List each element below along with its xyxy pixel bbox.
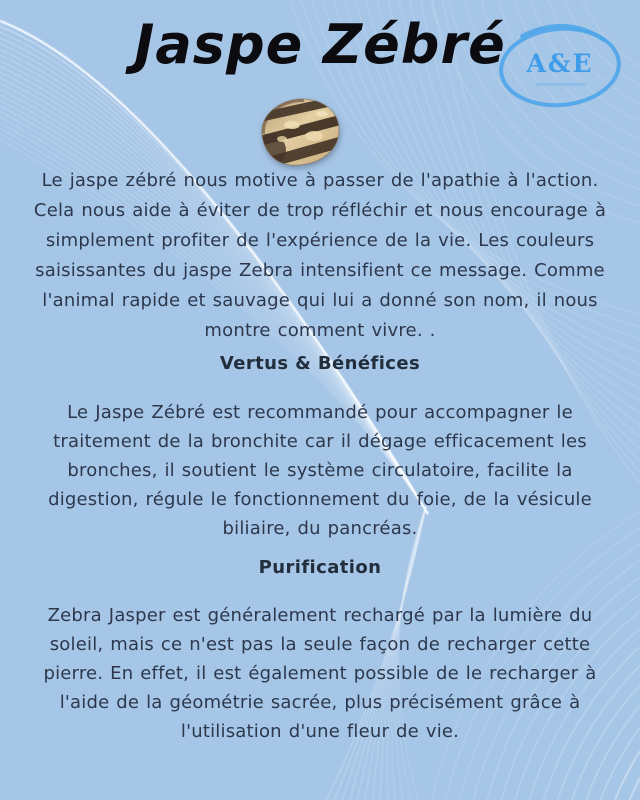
text-line: simplement profiter de l'expérience de la vie. Les couleurs	[45, 230, 595, 251]
text-line: Zebra Jasper est généralement rechargé par la lumière du	[47, 605, 593, 626]
text-line: biliaire, du pancréas.	[222, 518, 418, 539]
section-heading-virtues: Vertus & Bénéfices	[219, 353, 421, 374]
text-line: l'aide de la géométrie sacrée, plus précisément grâce à	[59, 692, 581, 713]
zebra-jasper-stone-image	[252, 92, 344, 172]
text-line: digestion, régule le fonctionnement du foie, de la vésicule	[48, 489, 592, 510]
section-heading-purification: Purification	[258, 557, 382, 578]
virtues-paragraph	[0, 398, 640, 543]
text-line: saisissantes du jaspe Zebra intensifient ce message. Comme	[35, 260, 605, 281]
text-line: montre comment vivre. .	[204, 320, 436, 341]
text-line: Le jaspe zébré nous motive à passer de l'apathie à l'action.	[41, 170, 599, 191]
purification-paragraph	[0, 601, 640, 746]
text-line: Le Jaspe Zébré est recommandé pour accompagner le	[67, 402, 573, 423]
text-line: pierre. En effet, il est également possible de le recharger à	[43, 663, 597, 684]
page-title: Jaspe Zébré	[134, 13, 506, 76]
text-line: traitement de la bronchite car il dégage efficacement les	[53, 431, 587, 452]
brand-logo	[496, 20, 624, 112]
text-line: soleil, mais ce n'est pas la seule façon de recharger cette	[49, 634, 591, 655]
logo-text: A&E	[526, 49, 594, 78]
intro-paragraph	[0, 166, 640, 346]
logo-subtext-smudge	[536, 83, 586, 86]
text-line: Cela nous aide à éviter de trop réfléchir et nous encourage à	[33, 200, 607, 221]
text-line: l'animal rapide et sauvage qui lui a donné son nom, il nous	[42, 290, 598, 311]
text-line: bronches, il soutient le système circulatoire, facilite la	[67, 460, 573, 481]
text-line: l'utilisation d'une fleur de vie.	[180, 721, 460, 742]
